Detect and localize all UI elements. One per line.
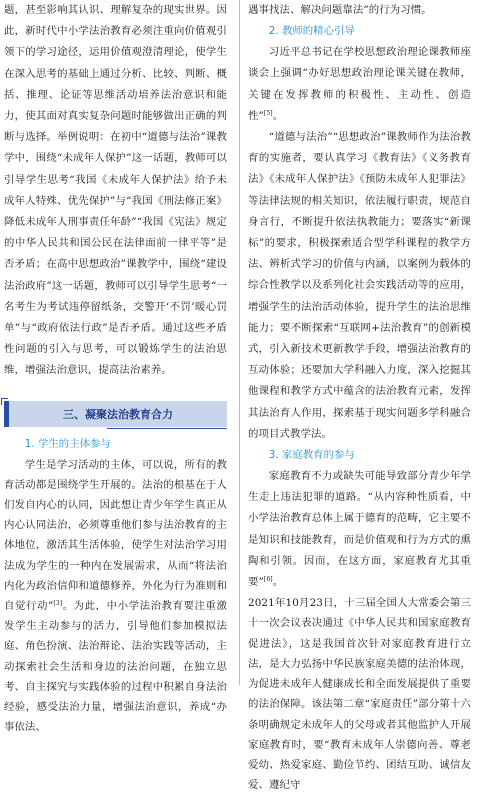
text-line: 考“我国《未成年人保护法》给予未成年人特殊、 xyxy=(4,173,228,207)
text-line: 父母或者其他监护人开展家庭教育时，要“教育未 xyxy=(248,718,471,751)
text-line: 此，新时代中小学法治教育必须注重向价值观引 xyxy=(4,25,227,38)
text-line: 章“家庭责任”部分第十六条明确规定未成年人的 xyxy=(248,698,471,731)
paragraph-student-participation xyxy=(4,455,227,738)
paragraph-value-guidance xyxy=(4,0,227,382)
text-line: 与思考，可以锻炼学生的法治思维，增强法治意识， xyxy=(4,343,227,377)
citation-reference: [5] xyxy=(263,109,273,117)
text-line: 探究与实践体验的过程中积累自身法治经验，感 xyxy=(4,680,227,714)
text-line: 2021年10月23日，十三届全国人大常委会第三十一 xyxy=(248,597,471,630)
text-line: 举例说明：在初中“道德与法治”课教学中，围绕 xyxy=(4,131,227,165)
section-heading xyxy=(4,401,227,427)
text-line: 社会生活和身边的法治问题，在独立思考、自主 xyxy=(4,660,227,693)
text-line: 生主动参与的活力，引导他们参加模拟法庭、角 xyxy=(4,620,227,653)
subsection-heading-student: 1. 学生的主体参与 xyxy=(24,437,111,450)
text-line: 学生的法治活动体验，提升学生的法治思维能力； xyxy=(248,300,471,334)
section-title: 三、凝聚法治教育合力 xyxy=(63,407,173,421)
text-line: 思想政治”课教学中，围绕“建设法治政府”这 xyxy=(4,258,228,292)
text-line: 学生是学习活动的主体，可以说，所有的教 xyxy=(24,458,227,471)
text-line: 要不断探索“互联网+法治教育”的创新模式，引 xyxy=(248,321,471,356)
text-line: 育的实施者，要认真学习《教育法》《义务教育 xyxy=(248,152,471,165)
text-line: 法》《未成年人保护法》《预防未成年人犯罪法》 xyxy=(248,173,471,186)
text-line: “道德与法治”“思想政治”课教师作为法治教 xyxy=(268,131,471,144)
text-line: 成年人崇德向善、尊老爱幼、热爱家庭、勤俭节约、 xyxy=(248,738,471,771)
paragraph-family-education xyxy=(248,466,471,593)
text-line: 和国公民在法律面前一律平等”是否矛盾；在高中 xyxy=(4,237,227,271)
paragraph-teacher-quote xyxy=(248,42,471,127)
text-line: 题，甚至影响其认识、理解复杂的现实世界。因 xyxy=(4,4,227,16)
right-column xyxy=(248,0,471,795)
paragraph-family-law xyxy=(248,593,471,795)
text-line: 谈会上强调“办好思想政治理论课关键在教师， xyxy=(248,67,471,80)
left-column xyxy=(4,0,227,738)
text-line: 团结互助、诚信友爱、遵纪守 xyxy=(248,758,471,792)
text-line: 领。因而，在这方面，家庭教育尤其重要” xyxy=(248,554,471,589)
text-line: 生走上违法犯罪的道路。“从内容种性质看，中小 xyxy=(248,491,471,525)
text-line: 的要求，积极探索适合型学科课程的教学方法、 xyxy=(248,237,471,271)
text-line: 教学法。 xyxy=(289,427,332,440)
text-line: 体地位，激活其生活体验，使学生对法治学习用法 xyxy=(4,539,227,572)
text-line: 色扮演、法治辩论、法治实践等活动，主动探索 xyxy=(4,640,227,673)
text-line: 家庭教育不力或缺失可能导致部分青少年学 xyxy=(268,470,471,483)
text-line: 面对真实复杂问题时能够做出正确的判断与选择。 xyxy=(4,110,227,144)
text-line: 。为此，中小学法治教育要注重激发学 xyxy=(4,600,227,633)
text-line: 这是我国首次针对家庭教育进行立法，是大力弘扬中 xyxy=(248,637,471,670)
text-line: 依法行政”是否矛盾。通过这些矛盾性问题的引入 xyxy=(4,322,227,356)
citation-reference: [3] xyxy=(53,600,63,608)
text-line: 一话题，教师可以引导学生思考“一名考生为考试 xyxy=(4,279,227,313)
text-line: 和教学方式中蕴含的法治教育元素，发挥其法治 xyxy=(248,385,471,419)
text-line: 识和技能教育，而是价值观和行为方式的熏陶和引 xyxy=(248,533,471,567)
text-line: 育活动都是围绕学生开展的。法治的根基在于人 xyxy=(4,478,227,491)
text-line: 次会议表决通过《中华人民共和国家庭教育促进法》， xyxy=(248,617,471,650)
text-line: 深入思考的基础上通过分析、比较、判断、概括、 xyxy=(4,67,227,101)
text-line: 化为政治信仰和道德修养，外化为行为准则和自 xyxy=(4,579,227,613)
text-line: 。 xyxy=(272,109,284,122)
text-line: 受法治力量，增强法治意识，养成“办事依法、 xyxy=(4,701,227,734)
citation-reference: [6] xyxy=(263,576,273,584)
text-line: 华民族家庭美德的法治体现，为促进未成年人健康 xyxy=(248,657,471,691)
text-line: 成长和全面发展提供了重要的法治保障。该法第二 xyxy=(248,678,471,711)
paragraph-habit: 遇事找法、解决问题靠法”的行为习惯。 xyxy=(248,4,432,16)
text-line: 觉行动” xyxy=(15,600,54,613)
text-line: 育人作用，探索基于现实问题多学科融合的项目式 xyxy=(248,406,471,440)
text-line: 关键在发挥教师的积极性、主动性、创造性” xyxy=(248,88,471,122)
text-line: 刑事责任年龄”“我国《宪法》规定的中华人民共 xyxy=(4,216,227,250)
text-line: 入新技术更新教学手段，增强法治教育的互动体 xyxy=(248,343,471,377)
text-line: 推理、论证等思维活动培养法治意识和能力，使其 xyxy=(4,88,227,123)
text-line: 优先保护”与“我国《刑法修正案》降低未成年人 xyxy=(4,194,227,229)
subsection-heading-teacher: 2. 教师的精心引导 xyxy=(268,25,355,38)
text-line: 言行，不断提升依法执教能力；要落实“新课标” xyxy=(248,215,471,250)
text-line: 验；还要加大学科融入力度，深入挖掘其他课程 xyxy=(248,364,471,398)
text-line: 领下的学习途径，运用价值观澄清理论，使学生在 xyxy=(4,46,227,80)
text-line: 等法律法规的相关知识，依法履行职责，规范自身 xyxy=(248,194,471,228)
text-line: 习近平总书记在学校思想政治理论课教师座 xyxy=(268,46,471,59)
text-line: 违停留纸条，交警开‘不罚’暖心罚单”与“政府 xyxy=(4,300,227,335)
text-line: 性教学以及系列化社会实践活动等的应用，增强 xyxy=(248,279,471,313)
text-line: 成为学生的一种内在发展需求，从而“将法治内 xyxy=(4,559,227,592)
text-line: “未成年人保护”这一话题，教师可以引导学生思 xyxy=(4,152,227,186)
text-line: 学法治教育总体上属于德育的范畴，它主要不是知 xyxy=(248,512,471,546)
paragraph-teacher-role xyxy=(248,127,471,445)
column-divider xyxy=(239,0,240,685)
text-line: 们发自内心的认同，因此想让青少年学生真正从 xyxy=(4,499,227,512)
text-line: 提高法治素养。 xyxy=(98,364,172,377)
subsection-heading-family: 3. 家庭教育的参与 xyxy=(268,449,355,462)
text-line: 辨析式学习的价值与内涵，以案例为载体的综合 xyxy=(248,258,471,292)
text-line: 。 xyxy=(272,576,284,589)
text-line: 内心认同法治，必须尊重他们参与法治教育的主 xyxy=(4,519,227,532)
